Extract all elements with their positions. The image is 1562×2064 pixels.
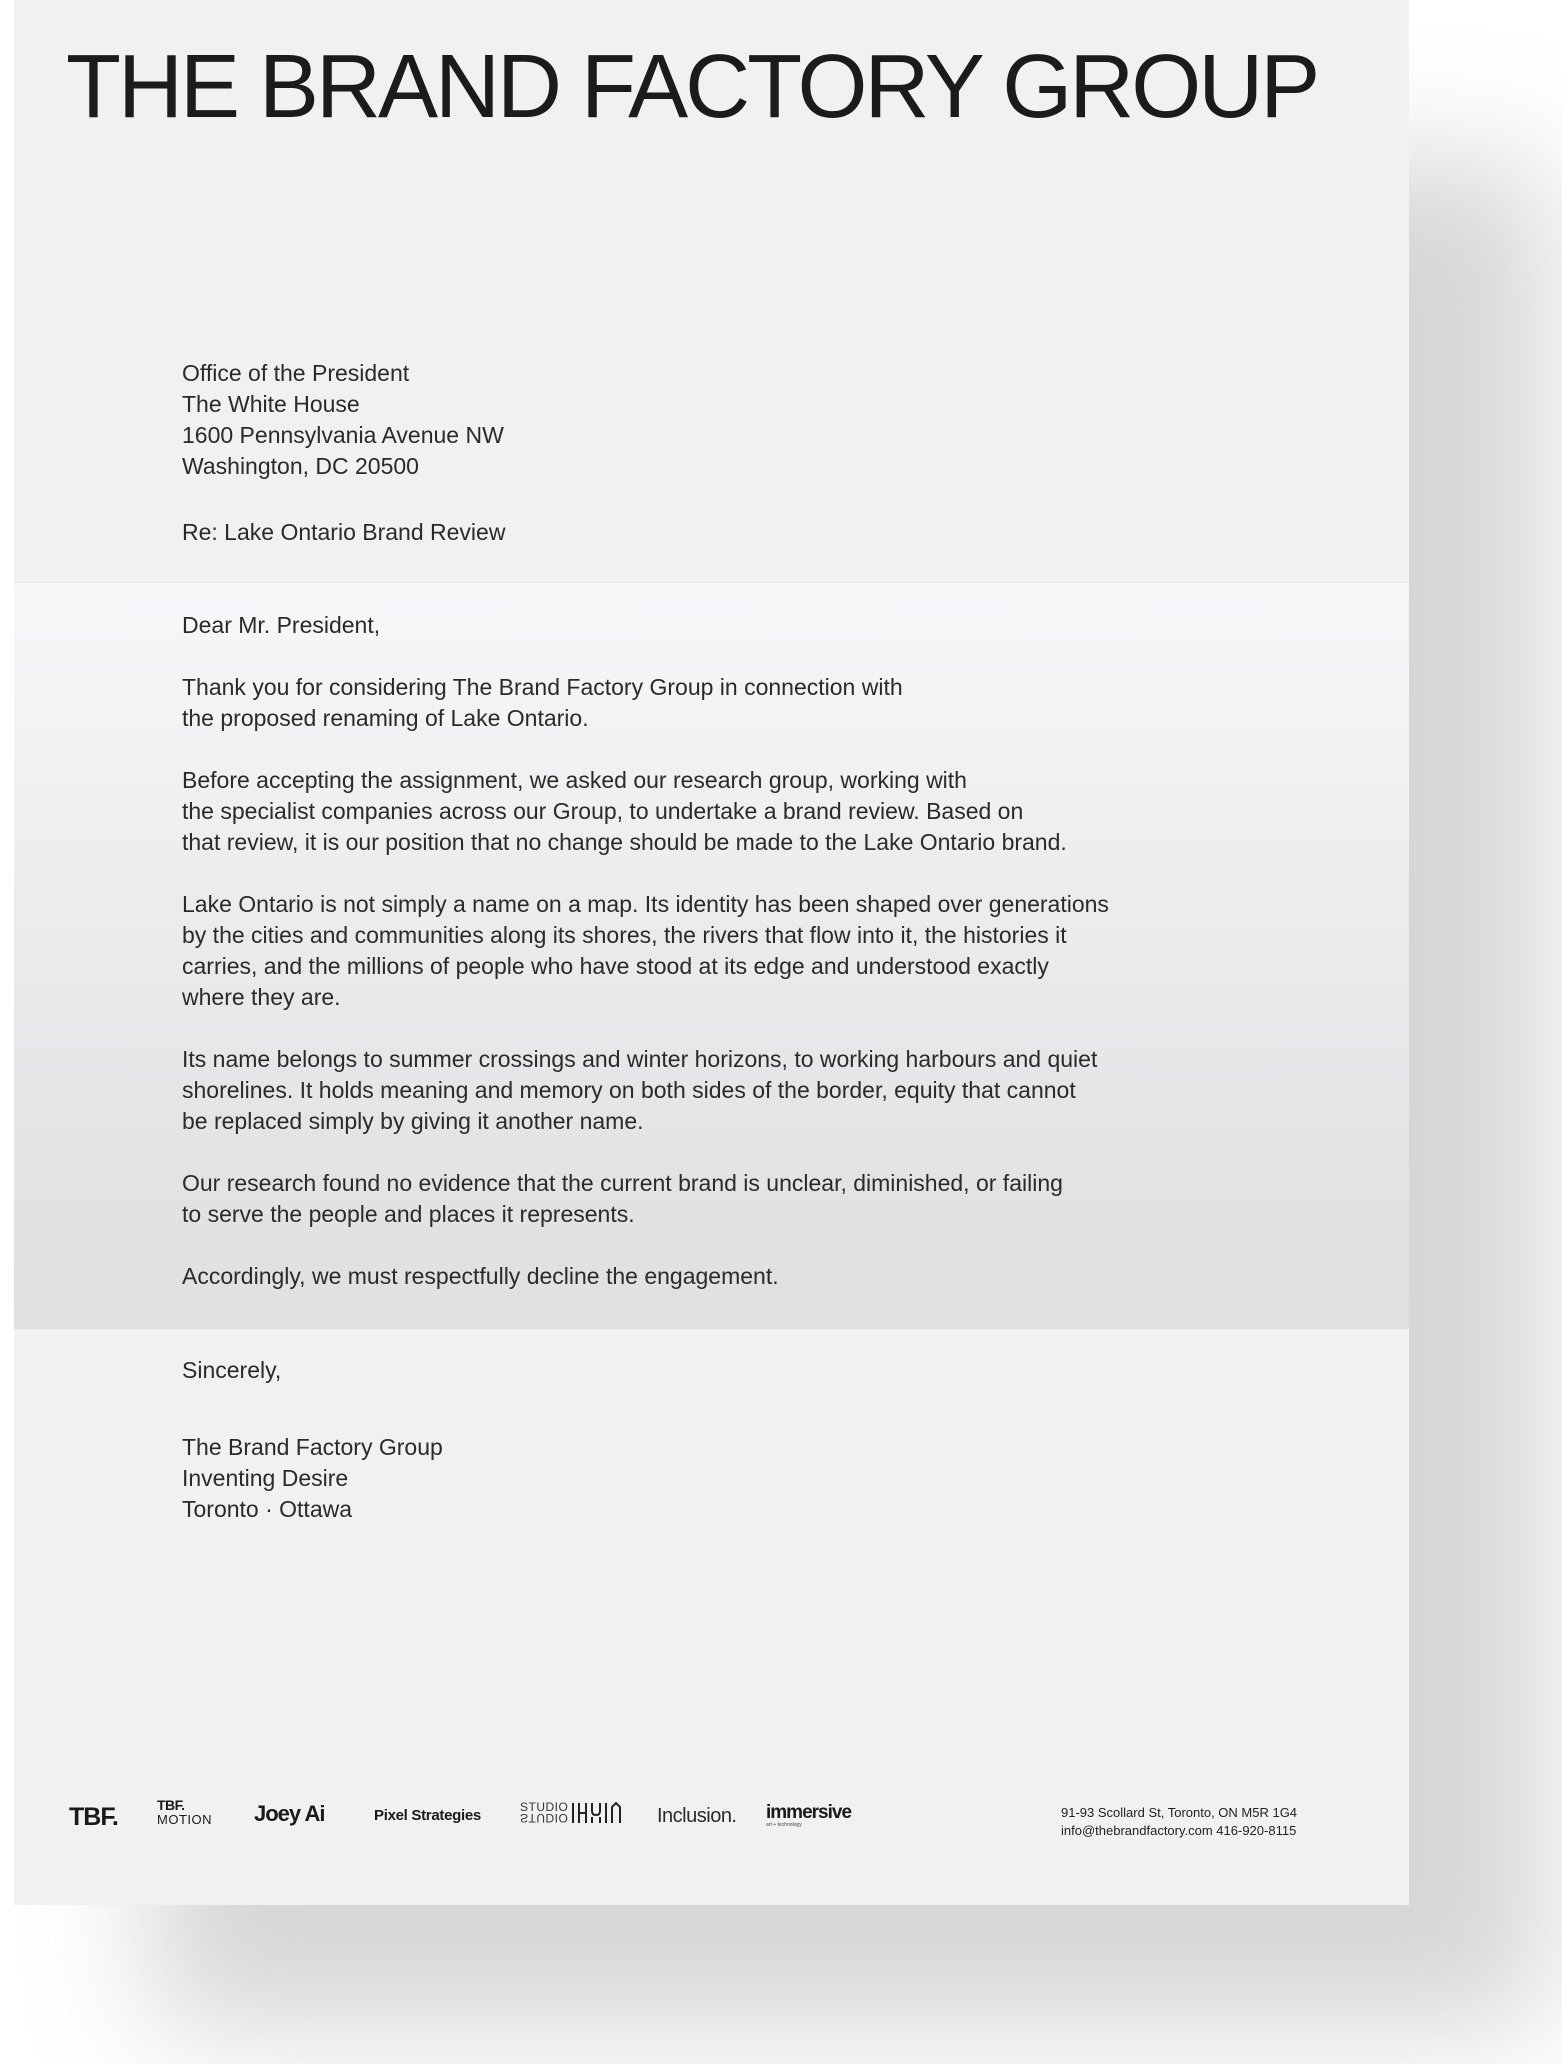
paragraph-line: Before accepting the assignment, we asked our research group, working with: [182, 767, 967, 793]
letter-sheet: [14, 0, 1409, 1905]
immersive-logo-word: immersive: [766, 1802, 852, 1823]
recipient-address: [182, 358, 504, 482]
letterhead-wordmark: THE BRAND FACTORY GROUP: [66, 37, 1318, 137]
studio-logo: [520, 1801, 568, 1824]
tbf-motion-logo-bottom: MOTION: [157, 1812, 212, 1827]
immersive-logo: [766, 1803, 851, 1828]
paragraph-line: shorelines. It holds meaning and memory on both sides of the border, equity that cannot: [182, 1077, 1076, 1103]
signature-line: Inventing Desire: [182, 1465, 349, 1491]
paragraph-line: the specialist companies across our Group, to undertake a brand review. Based on: [182, 798, 1024, 824]
joey-ai-logo: Joey Ai: [254, 1801, 325, 1826]
signature-block: [182, 1432, 443, 1525]
tbf-logo: TBF.: [69, 1803, 118, 1831]
paragraph-line: Its name belongs to summer crossings and winter horizons, to working harbours and quiet: [182, 1046, 1098, 1072]
fold-line-bottom: [14, 1328, 1409, 1329]
paragraph-line: be replaced simply by giving it another name.: [182, 1108, 644, 1134]
recipient-line: Washington, DC 20500: [182, 453, 419, 479]
tbf-motion-logo: [157, 1798, 212, 1826]
paragraph-line: to serve the people and places it represents.: [182, 1201, 635, 1227]
letter-body: [182, 610, 1109, 1292]
paragraph-line: Lake Ontario is not simply a name on a map. Its identity has been shaped over generations: [182, 891, 1109, 917]
paragraph: [182, 889, 1109, 1013]
paragraph: [182, 1168, 1109, 1230]
studio-logo-bottom: STUDIO: [520, 1811, 569, 1825]
studio-logo-top: STUDIO: [520, 1800, 569, 1814]
recipient-line: Office of the President: [182, 360, 410, 386]
signature-line: Toronto · Ottawa: [182, 1496, 353, 1522]
paragraph: [182, 1261, 1109, 1292]
footer-address: 91-93 Scollard St, Toronto, ON M5R 1G4: [1061, 1805, 1298, 1820]
studio-logo-mark-icon: [570, 1801, 624, 1825]
paragraph-line: that review, it is our position that no change should be made to the Lake Ontario brand.: [182, 829, 1067, 855]
paragraph: [182, 672, 1109, 734]
fold-line-top: [14, 582, 1409, 583]
recipient-line: 1600 Pennsylvania Avenue NW: [182, 422, 504, 448]
paragraph-line: carries, and the millions of people who have stood at its edge and understood exactly: [182, 953, 1049, 979]
pixel-strategies-logo: Pixel Strategies: [374, 1807, 481, 1824]
inclusion-logo: Inclusion.: [657, 1805, 737, 1827]
paragraph-line: where they are.: [182, 984, 341, 1010]
footer-contact: [1061, 1804, 1297, 1840]
paragraph-line: Our research found no evidence that the current brand is unclear, diminished, or failing: [182, 1170, 1063, 1196]
subject-line: Re: Lake Ontario Brand Review: [182, 519, 506, 545]
paragraph-line: by the cities and communities along its shores, the rivers that flow into it, the histories it: [182, 922, 1067, 948]
recipient-line: The White House: [182, 391, 360, 417]
closing: Sincerely,: [182, 1357, 282, 1383]
paragraph: [182, 765, 1109, 858]
paragraph-line: Thank you for considering The Brand Factory Group in connection with: [182, 674, 903, 700]
signature-line: The Brand Factory Group: [182, 1434, 443, 1460]
footer-email-phone: info@thebrandfactory.com 416-920-8115: [1061, 1823, 1297, 1838]
paragraph-line: Accordingly, we must respectfully decline the engagement.: [182, 1263, 779, 1289]
tbf-motion-logo-top: TBF.: [157, 1797, 185, 1813]
paragraph-line: the proposed renaming of Lake Ontario.: [182, 705, 589, 731]
paragraph: [182, 1044, 1109, 1137]
salutation: Dear Mr. President,: [182, 612, 381, 638]
immersive-logo-sub: art + technology: [766, 1822, 802, 1828]
